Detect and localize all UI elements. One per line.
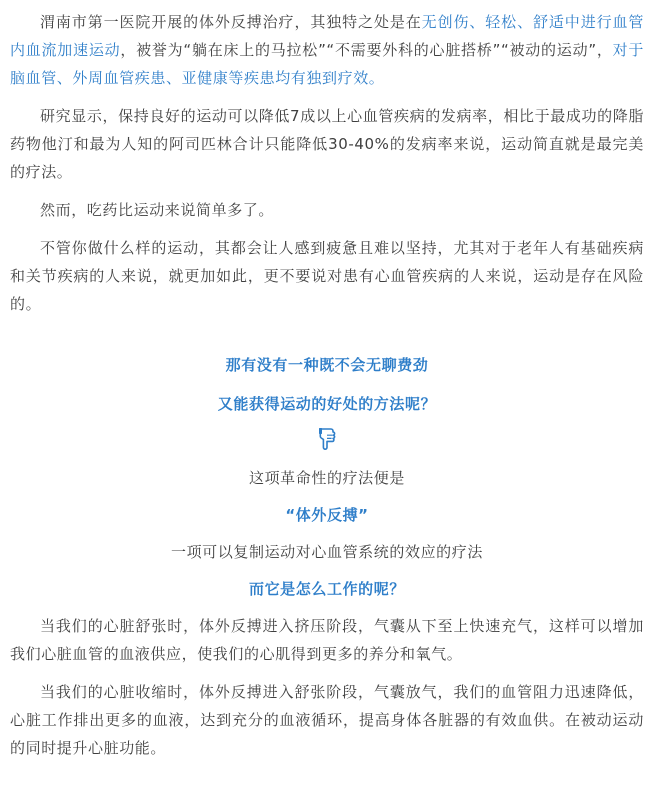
therapy-intro: 这项革命性的疗法便是 — [248, 469, 405, 487]
center-section — [10, 355, 644, 599]
highlight-noninvasive: 无创伤、轻松、舒适中进行血管内血流加速运动 — [10, 13, 645, 59]
hand-pointing-down-icon — [316, 427, 338, 451]
paragraph-systole: 当我们的心脏收缩时，体外反搏进入舒张阶段，气囊放气，我们的血管阻力迅速降低，心脏工作排出更多的血液，达到充分的血液循环，提高身体各脏器的有效血供。在被动运动的同时提升心脏功能。 — [10, 683, 644, 757]
article-body — [10, 8, 644, 762]
question-line-1: 那有没有一种既不会无聊费劲 — [225, 356, 429, 374]
paragraph-exercise-risk: 不管你做什么样的运动，其都会让人感到疲惫且难以坚持，尤其对于老年人有基础疾病和关节疾病的人来说，就更加如此，更不要说对患有心血管疾病的人来说，运动是存在风险的。 — [10, 239, 644, 313]
how-it-works-question: 而它是怎么工作的呢？ — [248, 580, 405, 598]
highlight-efficacy: 对于脑血管、外周血管疾患、亚健康等疾患均有独到疗效。 — [10, 41, 645, 87]
paragraph-diastole: 当我们的心脏舒张时，体外反搏进入挤压阶段，气囊从下至上快速充气，这样可以增加我们心脏血管的血液供应，使我们的心肌得到更多的养分和氧气。 — [10, 617, 644, 663]
therapy-description: 一项可以复制运动对心血管系统的效应的疗法 — [170, 543, 483, 561]
paragraph-medicine-easier: 然而，吃药比运动来说简单多了。 — [40, 201, 275, 219]
question-line-2: 又能获得运动的好处的方法呢？ — [217, 395, 437, 413]
intro-text: 渭南市第一医院开展的体外反搏治疗，其独特之处是在 — [40, 13, 422, 31]
paragraph-research: 研究显示，保持良好的运动可以降低7成以上心血管疾病的发病率，相比于最成功的降脂药物他汀和最为人知的阿司匹林合计只能降低30-40%的发病率来说，运动简直就是最完美的疗法。 — [10, 107, 644, 181]
therapy-name: “体外反搏” — [285, 506, 369, 524]
intro-nicknames: ，被誉为“躺在床上的马拉松”“不需要外科的心脏搭桥”“被动的运动”， — [120, 41, 613, 59]
paragraph-intro — [10, 8, 644, 92]
